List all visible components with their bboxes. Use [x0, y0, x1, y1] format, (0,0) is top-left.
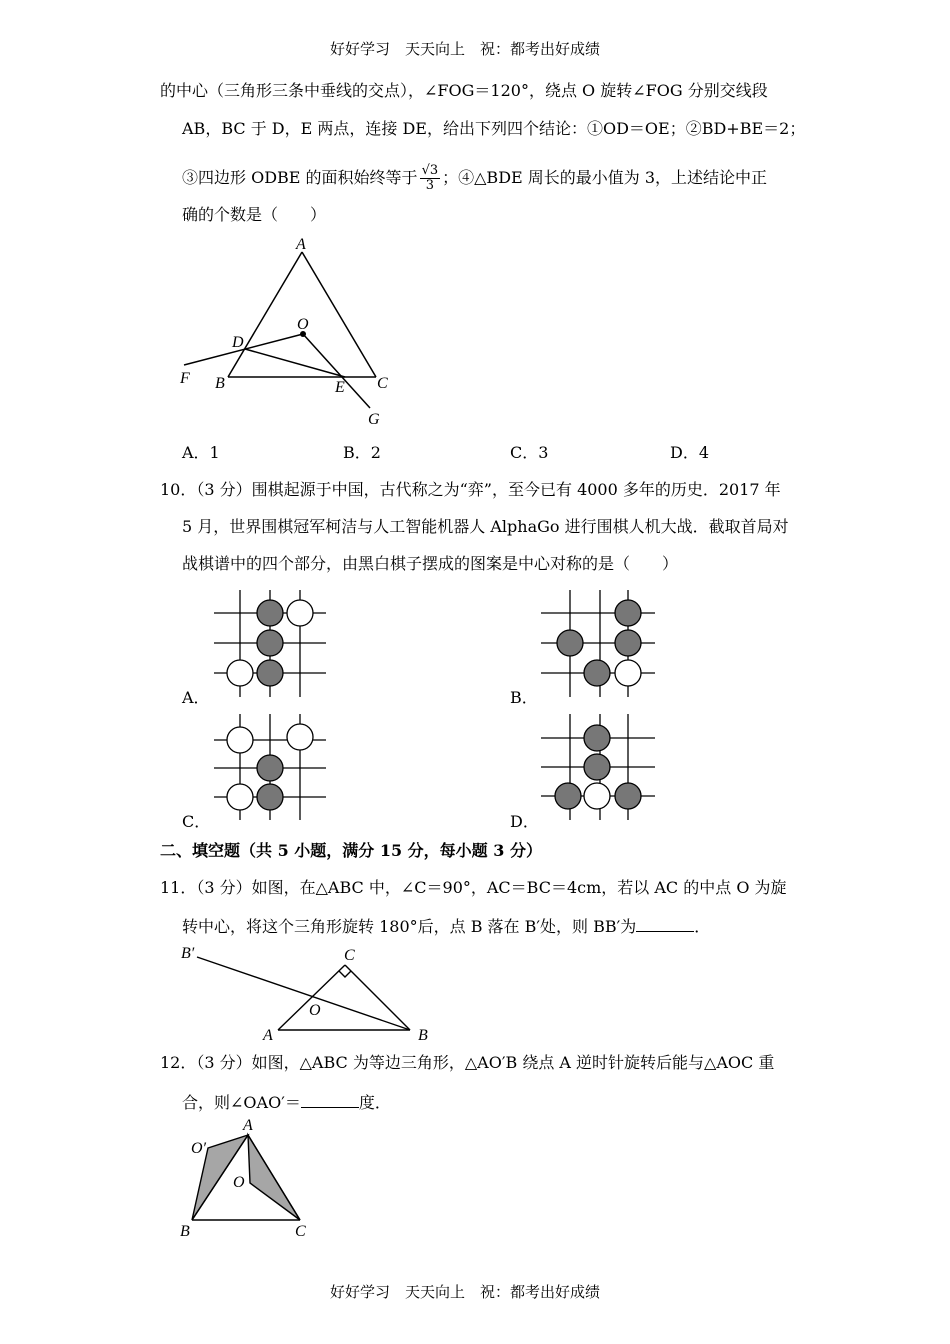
label-F: F: [180, 370, 190, 387]
q9-line4: 确的个数是（ ）: [182, 205, 327, 224]
label-O: O: [233, 1174, 245, 1191]
label-A: A: [243, 1117, 253, 1134]
q10-option-b[interactable]: B．: [510, 688, 538, 707]
label-E: E: [335, 379, 345, 396]
q9-option-d[interactable]: D．4: [670, 443, 710, 462]
label-B: B: [180, 1223, 190, 1240]
fraction-denominator: 3: [425, 178, 434, 193]
q11-line2-end: ．: [694, 917, 711, 936]
label-C: C: [295, 1223, 306, 1240]
label-C: C: [344, 947, 355, 964]
label-A: A: [296, 236, 306, 253]
section-2-heading: 二、填空题（共 5 小题，满分 15 分，每小题 3 分）: [160, 841, 542, 860]
q10-line3: 战棋谱中的四个部分，由黑白棋子摆成的图案是中心对称的是（ ）: [182, 554, 679, 573]
label-O: O: [297, 316, 309, 333]
label-Bprime: B′: [181, 945, 195, 962]
q9-line3-pre: ③四边形 ODBE 的面积始终等于: [182, 168, 418, 187]
label-C: C: [377, 375, 388, 392]
q12-line2-pre: 合，则∠OAO′＝: [182, 1093, 301, 1112]
q10-option-c[interactable]: C．: [182, 812, 211, 831]
q9-option-b[interactable]: B．2: [343, 443, 381, 462]
q11-line1: 11．（3 分）如图，在△ABC 中，∠C＝90°，AC＝BC＝4cm，若以 AC 的中点 O 为旋: [160, 878, 787, 897]
page-footer: 好好学习 天天向上 祝：都考出好成绩: [330, 1283, 601, 1301]
q9-line2: AB，BC 于 D，E 两点，连接 DE，给出下列四个结论：①OD＝OE；②BD+BE＝2；: [182, 119, 806, 138]
q9-option-c[interactable]: C．3: [510, 443, 549, 462]
q9-line1: 的中心（三角形三条中垂线的交点），∠FOG＝120°，绕点 O 旋转∠FOG 分别交线段: [160, 81, 768, 100]
q10-option-a[interactable]: A．: [182, 688, 210, 707]
q12-line2-end: 度．: [358, 1093, 391, 1112]
label-B: B: [418, 1027, 428, 1044]
q9-line3-post: ；④△BDE 周长的最小值为 3，上述结论中正: [442, 168, 768, 187]
q10-option-d[interactable]: D．: [510, 812, 539, 831]
q9-option-a[interactable]: A．1: [182, 443, 220, 462]
label-Oprime: O′: [191, 1140, 207, 1157]
page-header: 好好学习 天天向上 祝：都考出好成绩: [330, 40, 601, 58]
q10-line1: 10．（3 分）围棋起源于中国，古代称之为“弈”，至今已有 4000 多年的历史．2017 年: [160, 480, 781, 499]
q10-line2: 5 月，世界围棋冠军柯洁与人工智能机器人 AlphaGo 进行围棋人机大战．截取首局对: [182, 517, 789, 536]
label-D: D: [232, 334, 244, 351]
q11-line2-text: 转中心，将这个三角形旋转 180°后，点 B 落在 B′处，则 BB′为: [182, 917, 637, 936]
label-B: B: [215, 375, 225, 392]
fraction-numerator: √3: [421, 163, 439, 178]
q12-line1: 12．（3 分）如图，△ABC 为等边三角形，△AO′B 绕点 A 逆时针旋转后能与△AOC 重: [160, 1053, 775, 1072]
label-O: O: [309, 1002, 321, 1019]
label-G: G: [368, 411, 380, 428]
label-A: A: [263, 1027, 273, 1044]
